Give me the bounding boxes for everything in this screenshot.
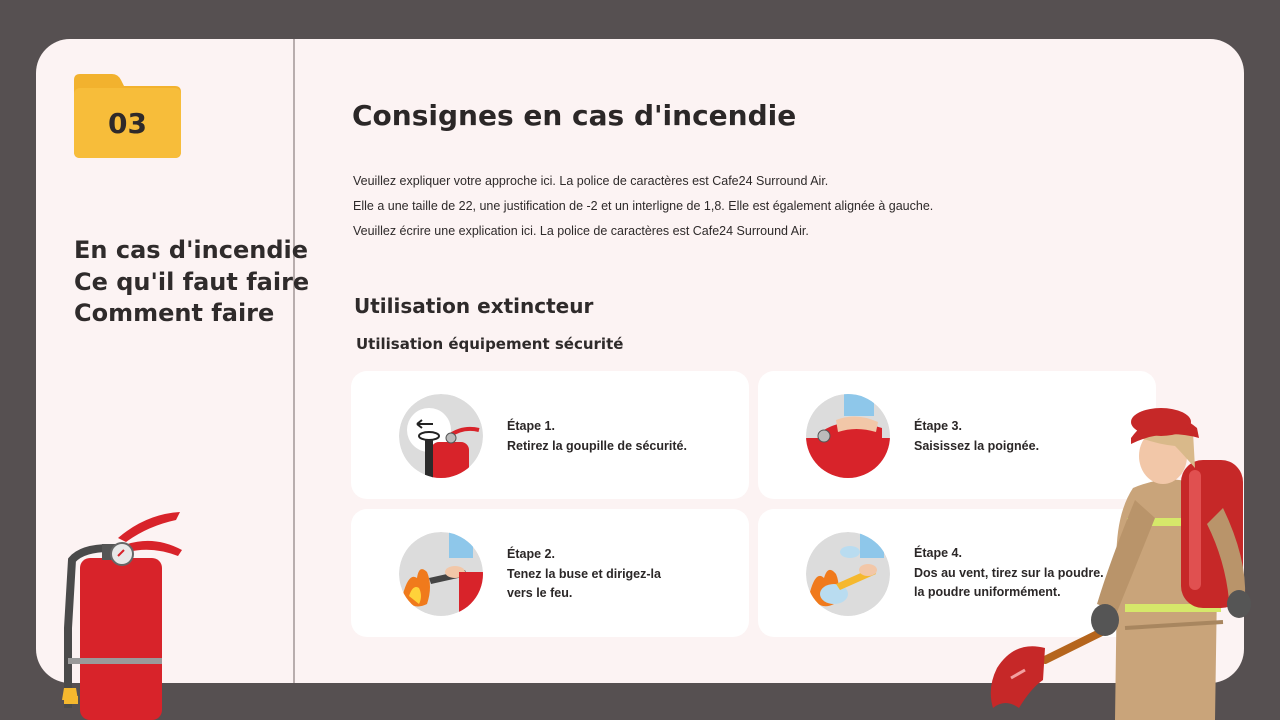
page-title: Consignes en cas d'incendie bbox=[352, 99, 797, 132]
step-label: Étape 3. bbox=[914, 419, 962, 433]
step-card-2 bbox=[351, 509, 749, 637]
sidebar-heading bbox=[74, 235, 309, 330]
step-text bbox=[507, 545, 661, 604]
step-label: Étape 2. bbox=[507, 547, 555, 561]
step-line: Dos au vent, tirez sur la poudre. bbox=[914, 565, 1104, 580]
firefighter-illustration bbox=[985, 408, 1275, 720]
step-label: Étape 1. bbox=[507, 419, 555, 433]
pin-pull-icon bbox=[399, 394, 483, 478]
step-line: la poudre uniformément. bbox=[914, 585, 1061, 599]
description bbox=[353, 169, 933, 244]
sidebar-line: Ce qu'il faut faire bbox=[74, 267, 310, 296]
sidebar-line: En cas d'incendie bbox=[74, 236, 309, 264]
step-label: Étape 4. bbox=[914, 546, 962, 560]
step-text bbox=[507, 417, 687, 456]
spray-powder-icon bbox=[806, 532, 890, 616]
grip-handle-icon bbox=[806, 394, 890, 478]
step-line: Retirez la goupille de sécurité. bbox=[507, 438, 687, 453]
aim-nozzle-icon bbox=[399, 532, 483, 616]
description-line: Veuillez écrire une explication ici. La police de caractères est Cafe24 Surround Air. bbox=[353, 224, 809, 238]
sidebar-line: Comment faire bbox=[74, 299, 275, 327]
step-line: Tenez la buse et dirigez-la bbox=[507, 566, 661, 581]
section-subtitle: Utilisation extincteur bbox=[354, 294, 594, 318]
section-number: 03 bbox=[108, 107, 147, 140]
step-line: Saisissez la poignée. bbox=[914, 438, 1040, 453]
description-line: Elle a une taille de 22, une justification de -2 et un interligne de 1,8. Elle est également alignée à gauche. bbox=[353, 199, 934, 213]
description-line: Veuillez expliquer votre approche ici. La police de caractères est Cafe24 Surround Air. bbox=[353, 174, 829, 188]
section-subheading: Utilisation équipement sécurité bbox=[356, 335, 624, 353]
vertical-divider bbox=[293, 39, 295, 683]
fire-extinguisher-illustration bbox=[62, 508, 186, 720]
step-line: vers le feu. bbox=[507, 586, 573, 600]
step-card-1 bbox=[351, 371, 749, 499]
